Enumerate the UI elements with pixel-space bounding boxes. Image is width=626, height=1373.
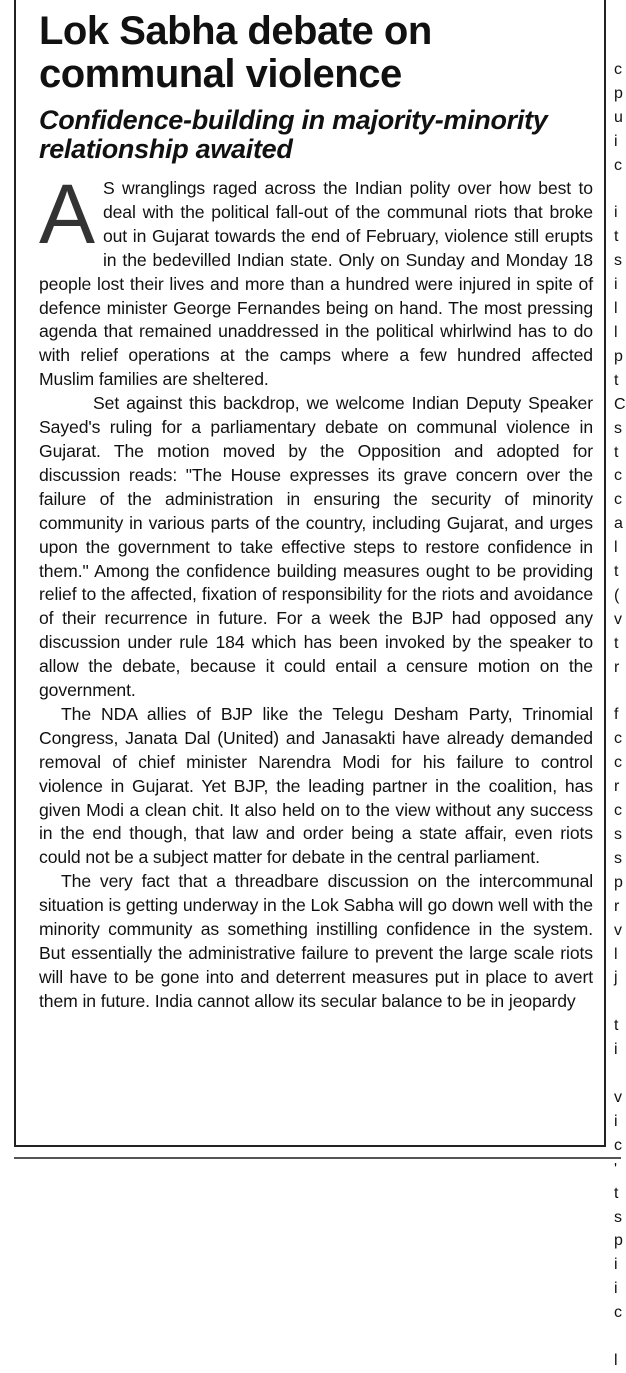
adjacent-column-fragment: c bbox=[614, 156, 622, 174]
adjacent-column-fragment: s bbox=[614, 252, 622, 270]
adjacent-column-fragment: s bbox=[614, 826, 622, 843]
adjacent-column-fragment: v bbox=[614, 610, 622, 628]
adjacent-column-fragment: c bbox=[614, 730, 622, 748]
adjacent-column-fragment: l bbox=[614, 323, 618, 341]
adjacent-column-fragment: ( bbox=[614, 586, 620, 604]
adjacent-column-fragment: t bbox=[614, 443, 619, 461]
adjacent-column-fragment: p bbox=[614, 84, 623, 102]
adjacent-column-fragment: f bbox=[614, 706, 619, 724]
adjacent-column-fragment: ' bbox=[614, 1160, 618, 1178]
adjacent-column-fragment bbox=[614, 990, 621, 1014]
adjacent-column-fragment: i bbox=[614, 1256, 618, 1274]
adjacent-column-fragment: i bbox=[614, 276, 618, 294]
adjacent-column-fragment: l bbox=[614, 539, 618, 557]
article-paragraph-3: The NDA allies of BJP like the Telegu Desham Party, Trinomial Congress, Janata Dal (United) and Janasakti have already demanded removal of chief minister Narendra Modi for his failure to control violence in Gujarat. Yet BJP, the leading partner in the coalition, has given Modi a clean chit. It also held on to the view without any success in the end though, that law and order being a state affair, even riots could not be a subject matter for debate in the central parliament. bbox=[39, 703, 593, 868]
adjacent-column-fragment: c bbox=[614, 1304, 622, 1322]
page-bottom-rule bbox=[14, 1157, 621, 1159]
adjacent-article-column bbox=[614, 0, 626, 1369]
article-paragraph-1 bbox=[39, 167, 593, 392]
adjacent-column-fragment: v bbox=[614, 921, 622, 939]
adjacent-column-fragment: s bbox=[614, 1208, 622, 1226]
adjacent-column-fragment: c bbox=[614, 61, 622, 78]
adjacent-column-fragment: c bbox=[614, 1136, 622, 1154]
adjacent-column-fragment: a bbox=[614, 515, 623, 533]
adjacent-column-fragment: u bbox=[614, 108, 623, 126]
adjacent-column-fragment: r bbox=[614, 778, 620, 796]
adjacent-column-fragment: t bbox=[614, 228, 619, 246]
adjacent-column-fragment: i bbox=[614, 1112, 618, 1130]
adjacent-column-fragment: c bbox=[614, 802, 622, 820]
drop-cap: A bbox=[39, 167, 95, 261]
adjacent-column-fragment: i bbox=[614, 1041, 618, 1059]
adjacent-column-fragment bbox=[614, 178, 621, 202]
adjacent-column-fragment bbox=[614, 1062, 621, 1086]
adjacent-column-fragment: c bbox=[614, 754, 622, 772]
article-paragraph-2: Set against this backdrop, we welcome Indian Deputy Speaker Sayed's ruling for a parliamentary debate on communal violence in Gujarat. The motion moved by the Opposition and adopted for discussion reads: "The House expresses its grave concern over the failure of the administration in ensuring the security of minority community in various parts of the country, including Gujarat, and urges upon the government to take effective steps to restore confidence in them." Among the confidence building measures ought to be providing relief to the affected, fixation of responsibility for the riots and avoidance of their recurrence in future. For a week the BJP had opposed any discussion under rule 184 which has been invoked by the speaker to allow the debate, because it could entail a censure motion on the government. bbox=[39, 393, 593, 701]
adjacent-column-fragment: l bbox=[614, 945, 618, 963]
adjacent-column-fragment: p bbox=[614, 347, 623, 365]
adjacent-column-fragment: t bbox=[614, 563, 619, 581]
adjacent-column-fragment: l bbox=[614, 300, 618, 318]
adjacent-column-fragment: i bbox=[614, 204, 618, 222]
adjacent-column-fragment: r bbox=[614, 897, 620, 915]
paragraph-text: S wranglings raged across the Indian polity over how best to deal with the political fall-out of the communal riots that broke out in Gujarat towards the end of February, violence still erupts in the bedevilled Indian state. Only on Sunday and Monday 18 people lost their lives and more than a hundred were injured in spite of defence minister George Fernandes being on hand. The most pressing agenda that remained unaddressed in the political whirlwind has to do with relief operations at the camps where a few hundred affected Muslim families are sheltered. bbox=[39, 178, 593, 390]
adjacent-column-fragment: p bbox=[614, 1232, 623, 1250]
adjacent-column-fragment: j bbox=[614, 969, 618, 987]
article-headline: Lok Sabha debate on communal violence bbox=[39, 9, 432, 96]
article-body bbox=[39, 167, 593, 1014]
adjacent-column-fragment: t bbox=[614, 371, 619, 389]
adjacent-column-fragment: i bbox=[614, 132, 618, 150]
adjacent-column-fragment: l bbox=[614, 1351, 618, 1369]
adjacent-column-fragment: t bbox=[614, 1184, 619, 1202]
article-subheadline: Confidence-building in majority-minority relationship awaited bbox=[39, 105, 548, 164]
adjacent-column-fragment: v bbox=[614, 1088, 622, 1106]
adjacent-column-fragment: c bbox=[614, 491, 622, 509]
adjacent-column-fragment: p bbox=[614, 873, 623, 891]
adjacent-column-fragment: r bbox=[614, 658, 620, 676]
adjacent-column-fragment: t bbox=[614, 634, 619, 652]
adjacent-column-fragment bbox=[614, 680, 621, 704]
article-paragraph-4: The very fact that a threadbare discussion on the intercommunal situation is getting underway in the Lok Sabha will go down well with the minority community as something instilling confidence in the system. But essentially the administrative failure to prevent the large scale riots will have to be gone into and deterrent measures put in place to avert them in future. India cannot allow its secular balance to be in jeopardy bbox=[39, 871, 593, 1011]
adjacent-column-fragment: c bbox=[614, 467, 622, 485]
adjacent-column-fragment: s bbox=[614, 849, 622, 867]
adjacent-column-fragment: C bbox=[614, 395, 626, 413]
adjacent-column-fragment bbox=[614, 1325, 621, 1349]
adjacent-column-fragment: s bbox=[614, 419, 622, 437]
adjacent-column-fragment: t bbox=[614, 1017, 619, 1035]
adjacent-column-fragment: i bbox=[614, 1280, 618, 1298]
